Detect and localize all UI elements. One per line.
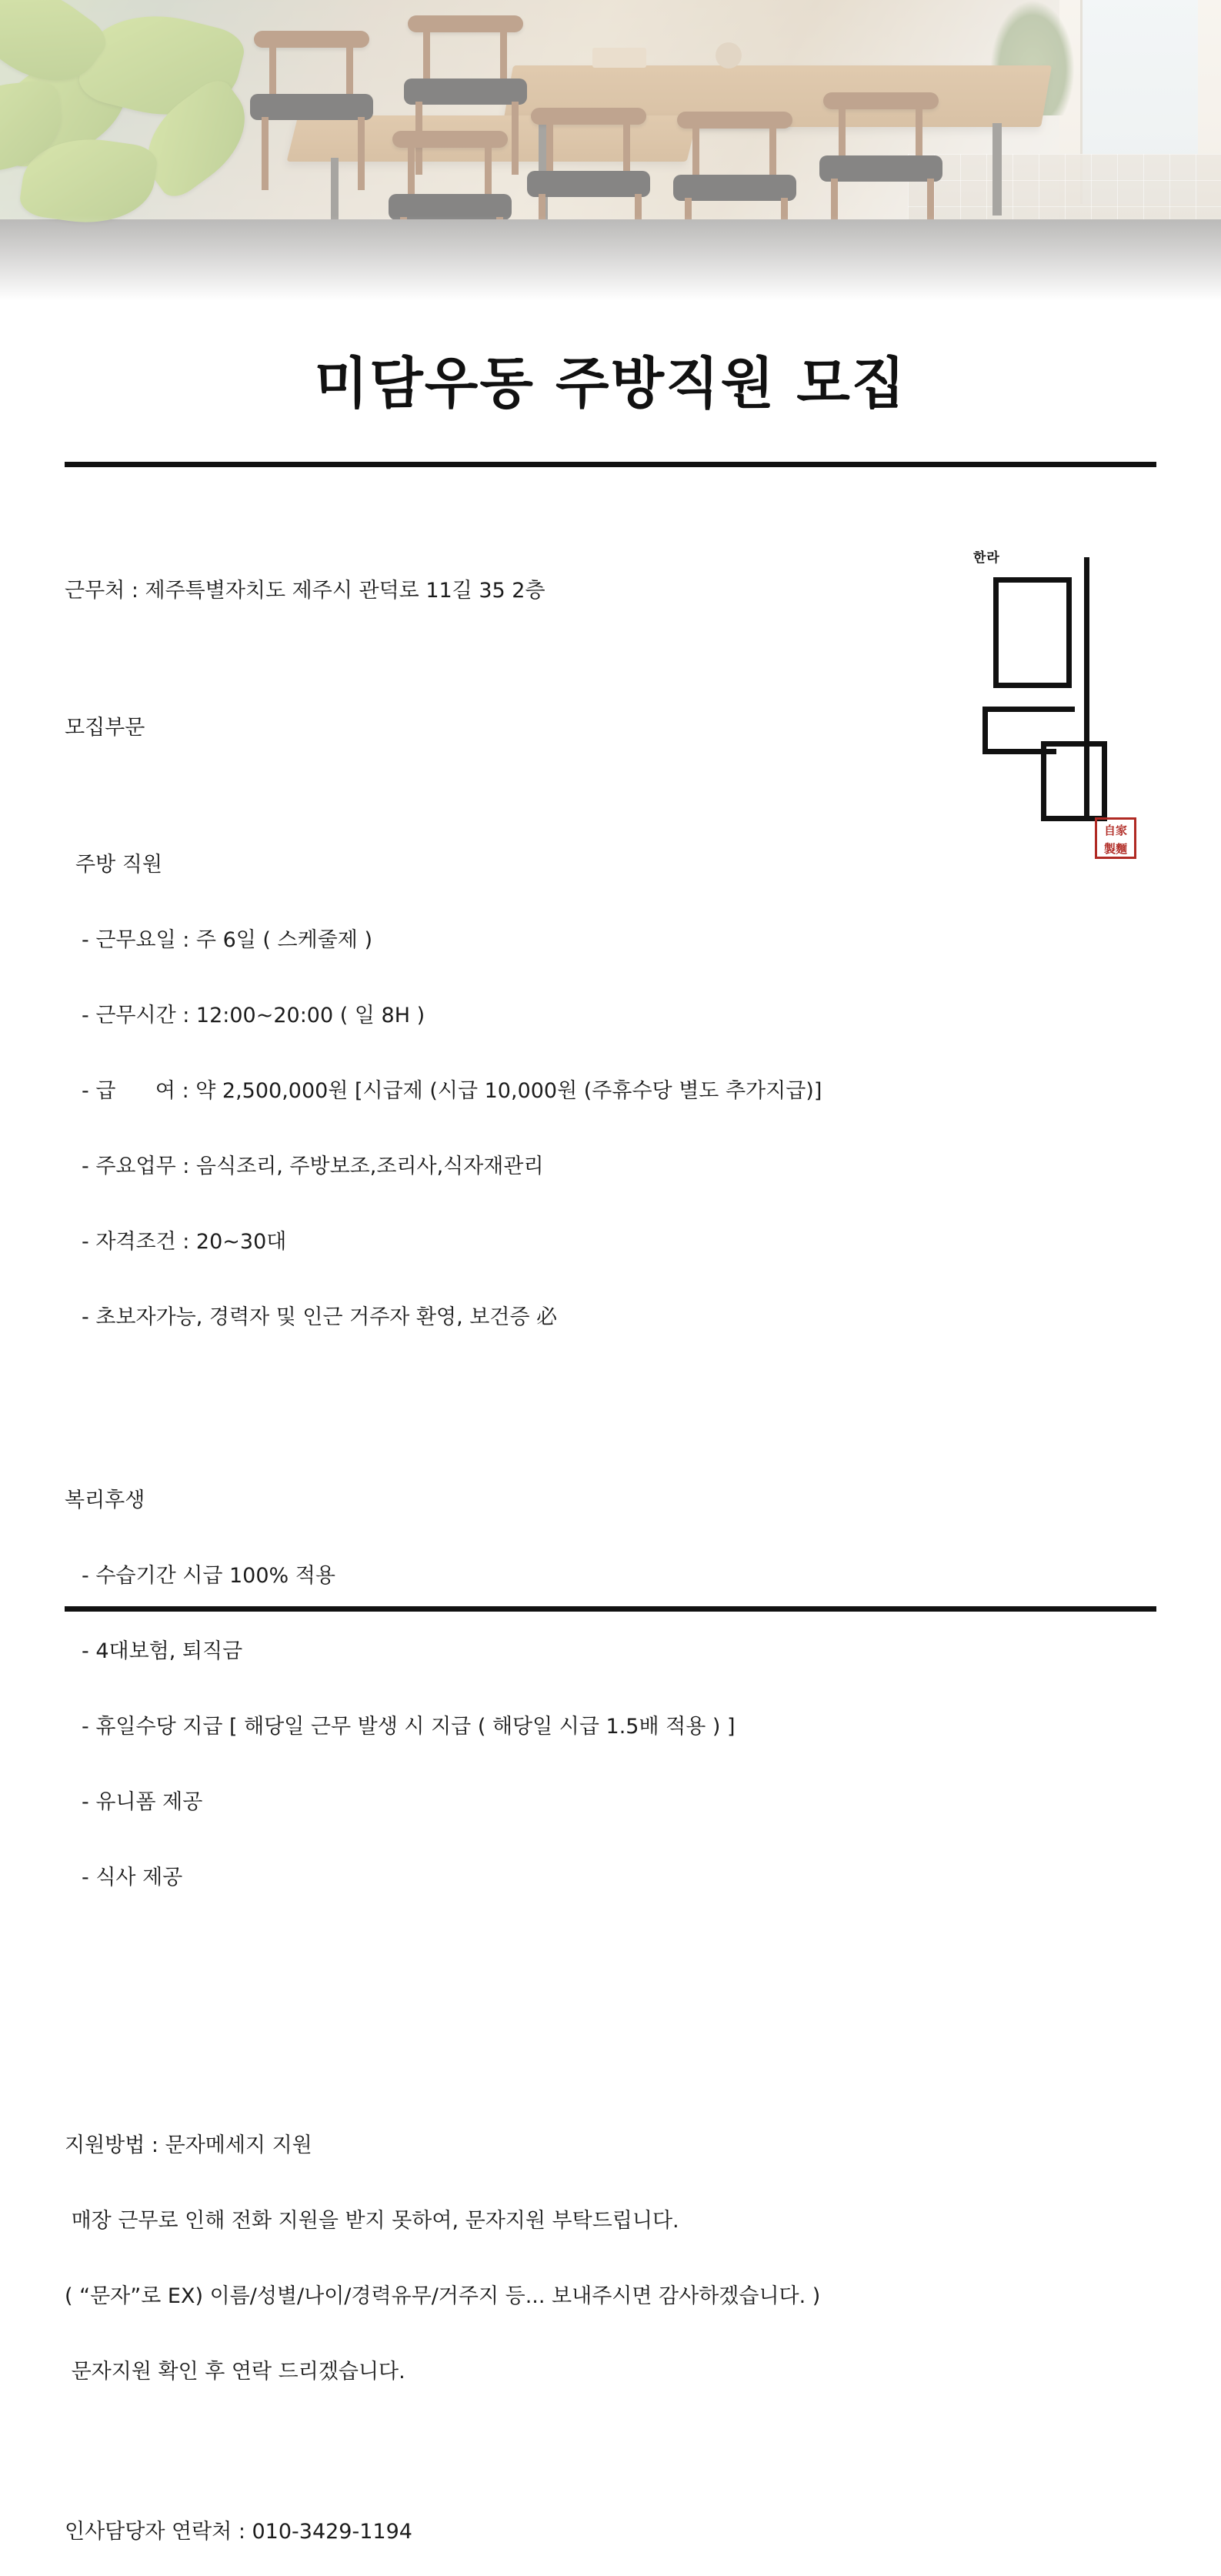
- benefit-item: - 유니폼 제공: [82, 1790, 203, 1814]
- hero-bottom-fade: [0, 216, 1221, 308]
- poster-body: [65, 539, 934, 2576]
- recruit-item: - 자격조건 : 20~30대: [82, 1230, 287, 1254]
- recruit-item: - 근무시간 : 12:00~20:00 ( 일 8H ): [82, 1004, 425, 1027]
- hero-photo: [0, 0, 1221, 308]
- recruit-item: - 초보자가능, 경력자 및 인근 거주자 환영, 보건증 必: [82, 1305, 558, 1329]
- contact-line: 인사담당자 연락처 : 010-3429-1194: [65, 2520, 412, 2544]
- apply-line: ( “문자”로 EX) 이름/성별/나이/경력유무/거주지 등... 보내주시면 감사하겠습니다. ): [65, 2284, 821, 2308]
- divider-top: [65, 462, 1156, 467]
- recruit-item: - 근무요일 : 주 6일 ( 스케줄제 ): [82, 928, 372, 952]
- logo-seal-line2: 製麵: [1103, 842, 1127, 856]
- apply-heading: 지원방법 : 문자메세지 지원: [65, 2133, 312, 2157]
- benefit-item: - 4대보험, 퇴직금: [82, 1639, 243, 1663]
- logo-dam-stroke: [982, 707, 1075, 712]
- benefit-item: - 식사 제공: [82, 1866, 183, 1889]
- logo-dam-glyph: [1041, 741, 1107, 821]
- brand-logo: [967, 546, 1159, 854]
- recruit-item: - 급 여 : 약 2,500,000원 [시급제 (시급 10,000원 (주휴수당 별도 추가지급)]: [82, 1079, 822, 1103]
- recruit-item: - 주요업무 : 음식조리, 주방보조,조리사,식자재관리: [82, 1154, 544, 1178]
- recruit-position: 주방 직원: [75, 853, 162, 877]
- apply-line: 매장 근무로 인해 전화 지원을 받지 못하여, 문자지원 부탁드립니다.: [65, 2209, 679, 2233]
- divider-bottom: [65, 1606, 1156, 1612]
- logo-mi-glyph: [993, 577, 1072, 688]
- apply-line: 문자지원 확인 후 연락 드리겠습니다.: [65, 2360, 405, 2384]
- benefit-item: - 수습기간 시급 100% 적용: [82, 1564, 335, 1588]
- workplace-line: 근무처 : 제주특별자치도 제주시 관덕로 11길 35 2층: [65, 579, 545, 603]
- recruit-heading: 모집부문: [65, 716, 145, 740]
- page-title: 미담우동 주방직원 모집: [314, 351, 907, 416]
- logo-seal-line1: 自家: [1103, 824, 1127, 837]
- logo-seal-stamp: [1095, 817, 1136, 859]
- benefit-item: - 휴일수당 지급 [ 해당일 근무 발생 시 지급 ( 해당일 시급 1.5배 적용 ) ]: [82, 1715, 736, 1739]
- benefits-heading: 복리후생: [65, 1488, 145, 1512]
- logo-top-label: 한라: [973, 550, 1000, 566]
- logo-dam-stroke: [982, 707, 988, 754]
